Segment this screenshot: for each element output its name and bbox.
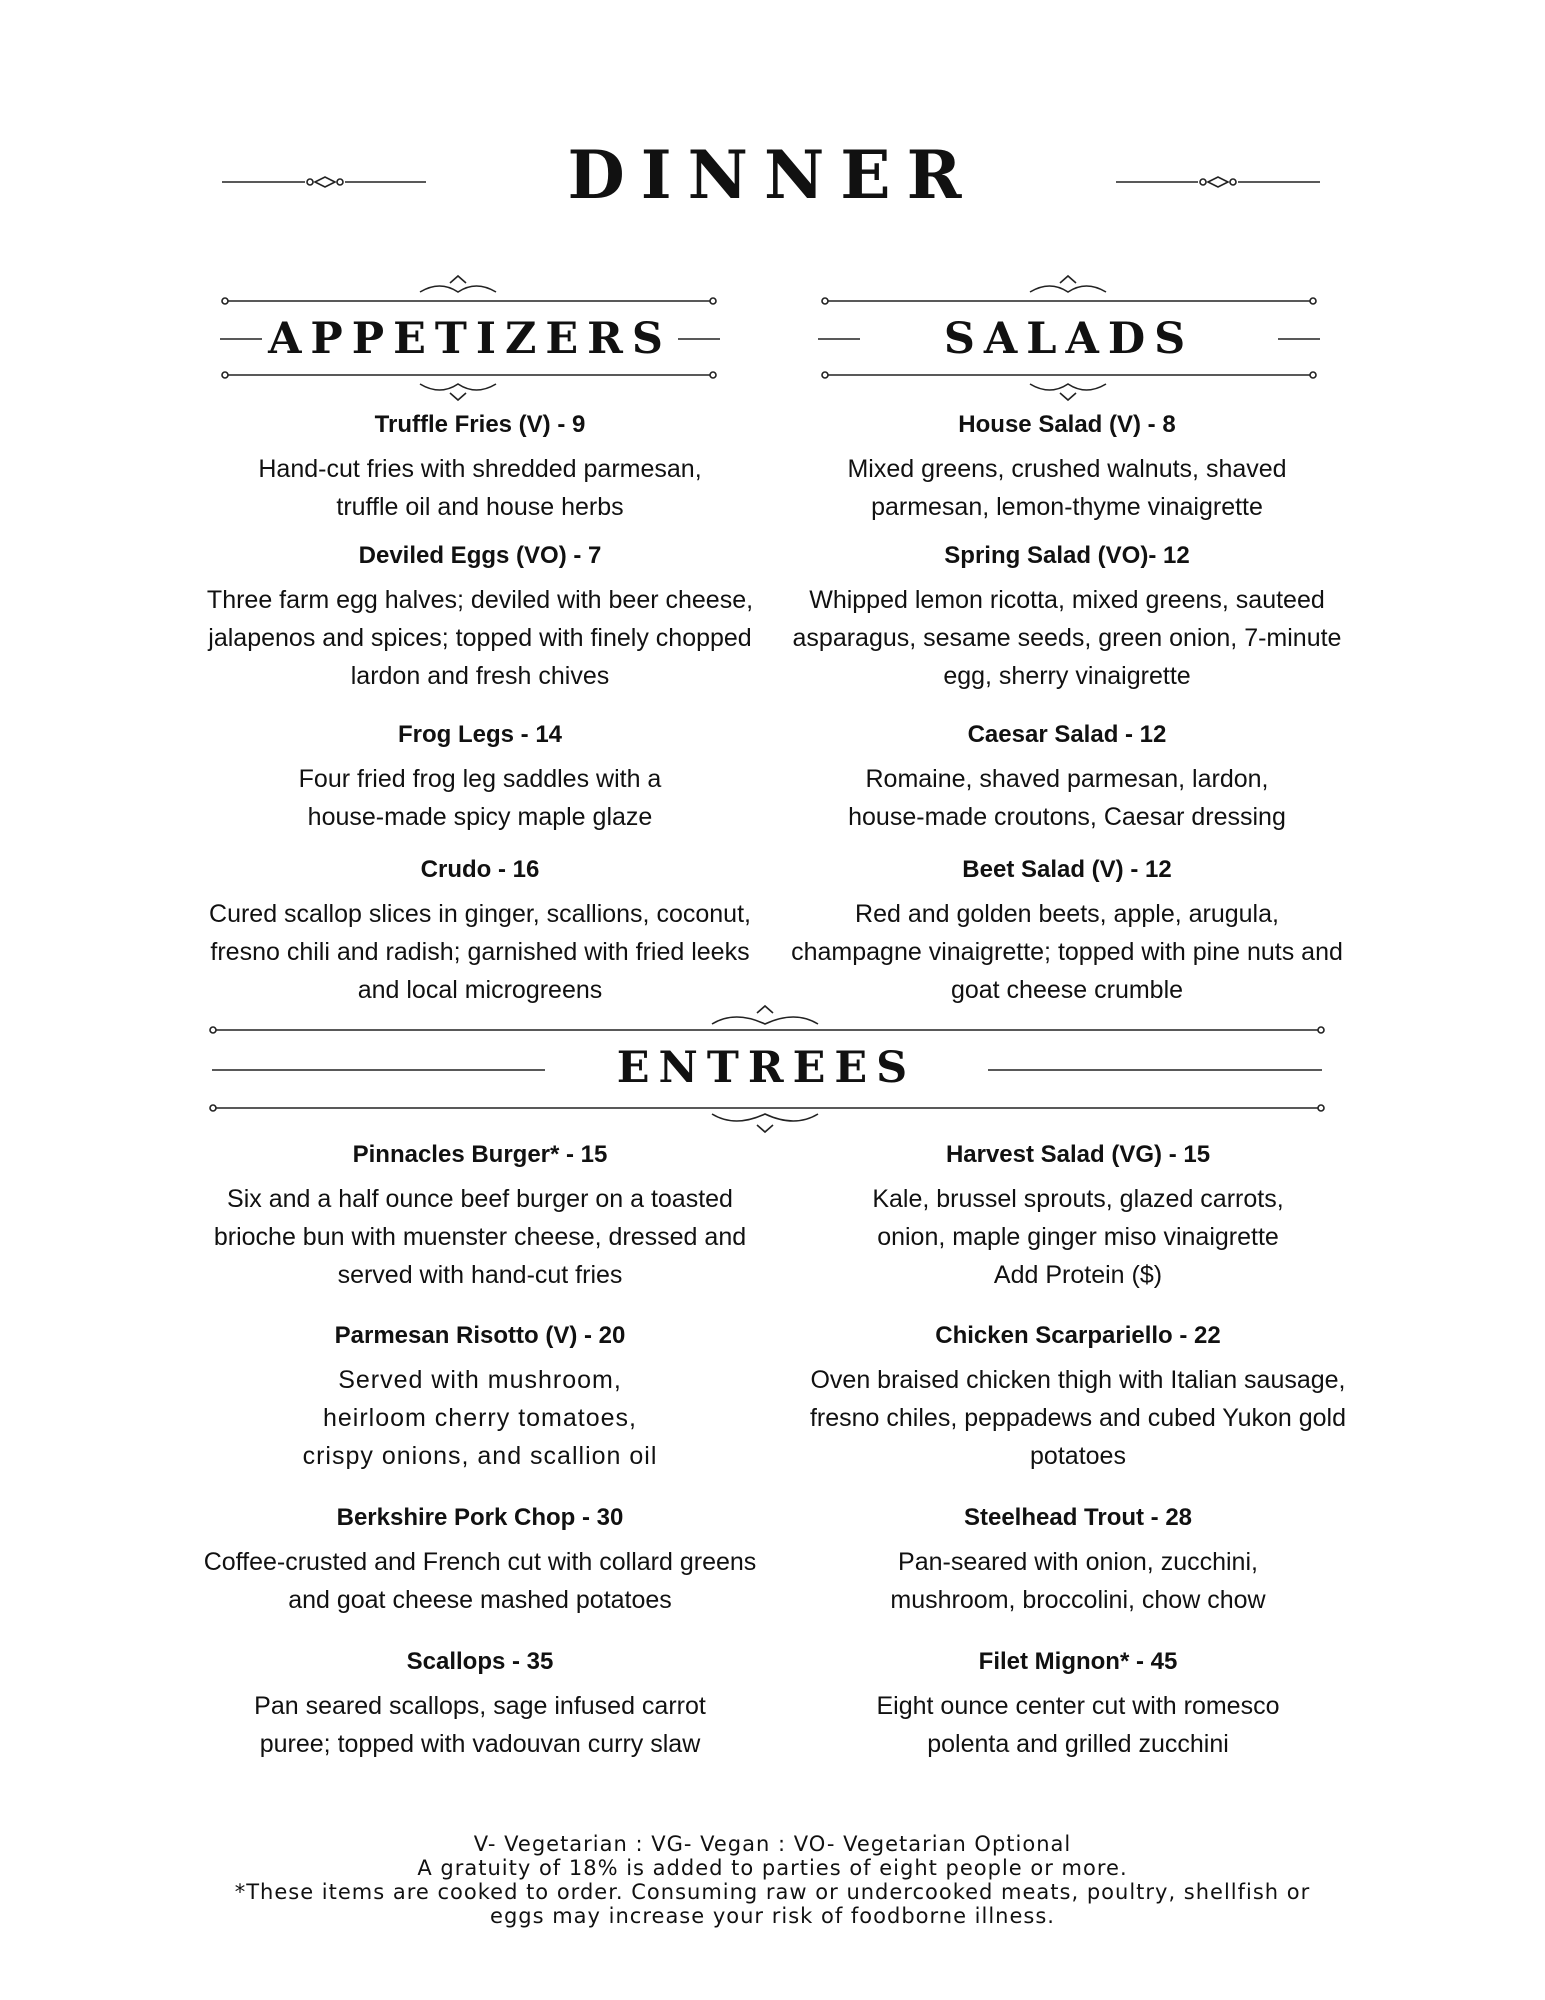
item-name: Steelhead Trout - 28 (963, 1504, 1193, 1531)
dietary-legend: V- Vegetarian : VG- Vegan : VO- Vegetarian Optional (473, 1832, 1072, 1856)
item-description: Red and golden beets, apple, arugula, champagne vinaigrette; topped with pine nuts and goat cheese crumble (791, 900, 1343, 1004)
item-name: Filet Mignon* - 45 (978, 1648, 1178, 1675)
item-description: Hand-cut fries with shredded parmesan, truffle oil and house herbs (258, 455, 702, 521)
item-name: Beet Salad (V) - 12 (962, 856, 1172, 883)
menu-item (200, 1321, 760, 1475)
item-name: Truffle Fries (V) - 9 (374, 411, 586, 438)
menu-item (200, 855, 760, 1009)
item-extra: Add Protein ($) (993, 1261, 1163, 1289)
menu-item (200, 1503, 760, 1619)
item-description: Coffee-crusted and French cut with collard greens and goat cheese mashed potatoes (203, 1548, 757, 1614)
item-name: Crudo - 16 (420, 856, 540, 883)
menu-item (200, 720, 760, 836)
menu-item (200, 410, 760, 526)
menu-item (798, 1140, 1358, 1294)
item-description: Whipped lemon ricotta, mixed greens, sauteed asparagus, sesame seeds, green onion, 7-minute egg, sherry vinaigrette (792, 586, 1342, 690)
menu-item (787, 855, 1347, 1009)
item-name: Frog Legs - 14 (397, 721, 563, 748)
menu-item (787, 720, 1347, 836)
item-description: Six and a half ounce beef burger on a toasted brioche bun with muenster cheese, dressed and served with hand-cut fries (213, 1185, 747, 1289)
item-description: Romaine, shaved parmesan, lardon, house-made croutons, Caesar dressing (848, 765, 1286, 831)
item-description: Oven braised chicken thigh with Italian sausage, fresno chiles, peppadews and cubed Yukon gold potatoes (809, 1366, 1347, 1470)
item-name: Spring Salad (VO)- 12 (944, 542, 1190, 569)
salads-heading: SALADS (943, 314, 1195, 364)
menu-item (200, 1647, 760, 1763)
entrees-heading: ENTREES (616, 1043, 917, 1093)
item-name: Deviled Eggs (VO) - 7 (358, 542, 602, 569)
menu-item (200, 541, 760, 695)
item-description: Mixed greens, crushed walnuts, shaved parmesan, lemon-thyme vinaigrette (847, 455, 1287, 521)
item-name: Caesar Salad - 12 (967, 721, 1167, 748)
item-description: Pan-seared with onion, zucchini, mushroom, broccolini, chow chow (890, 1548, 1266, 1614)
menu-title: DINNER (567, 136, 978, 214)
item-name: Berkshire Pork Chop - 30 (336, 1504, 624, 1531)
item-name: Pinnacles Burger* - 15 (352, 1141, 608, 1168)
item-name: Scallops - 35 (406, 1648, 554, 1675)
item-description: Four fried frog leg saddles with a house-made spicy maple glaze (298, 765, 662, 831)
item-name: Harvest Salad (VG) - 15 (945, 1141, 1211, 1168)
item-description: Cured scallop slices in ginger, scallions, coconut, fresno chili and radish; garnished with fried leeks and local microgreens (209, 900, 751, 1004)
item-description: Pan seared scallops, sage infused carrot puree; topped with vadouvan curry slaw (254, 1692, 706, 1758)
menu-footer (0, 1832, 1545, 1928)
gratuity-note: A gratuity of 18% is added to parties of eight people or more. (417, 1856, 1128, 1880)
item-description: Three farm egg halves; deviled with beer cheese, jalapenos and spices; topped with finely chopped lardon and fresh chives (206, 586, 754, 690)
menu-item (798, 1503, 1358, 1619)
menu-item (787, 410, 1347, 526)
item-name: Parmesan Risotto (V) - 20 (334, 1322, 626, 1349)
menu-item (200, 1140, 760, 1294)
menu-item (798, 1321, 1358, 1475)
item-name: Chicken Scarpariello - 22 (935, 1322, 1221, 1349)
item-description: Kale, brussel sprouts, glazed carrots, onion, maple ginger miso vinaigrette (872, 1185, 1284, 1251)
menu-item (787, 541, 1347, 695)
food-safety-warning: *These items are cooked to order. Consuming raw or undercooked meats, poultry, shellfish or eggs may increase your risk of foodborne illness. (234, 1880, 1311, 1928)
menu-item (798, 1647, 1358, 1763)
item-description: Served with mushroom, heirloom cherry tomatoes, crispy onions, and scallion oil (302, 1366, 658, 1470)
appetizers-heading: APPETIZERS (268, 314, 672, 364)
item-description: Eight ounce center cut with romesco polenta and grilled zucchini (876, 1692, 1280, 1758)
item-name: House Salad (V) - 8 (958, 411, 1176, 438)
